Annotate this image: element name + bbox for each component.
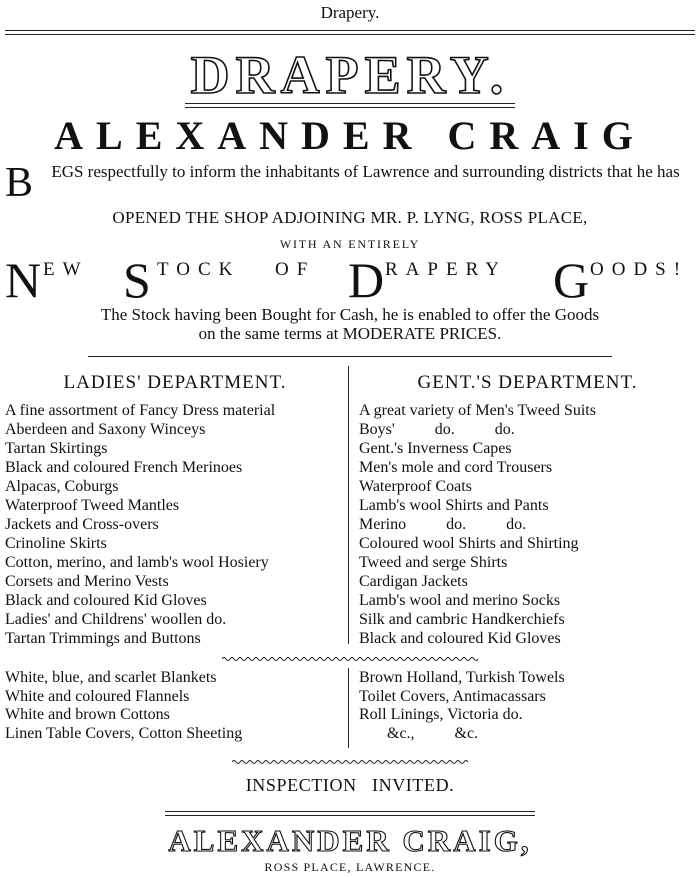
list-item: Aberdeen and Saxony Winceys [5,421,206,438]
list-item: &c., &c. [359,724,479,742]
list-item: A great variety of Men's Tweed Suits [359,402,596,419]
list-item: Brown Holland, Turkish Towels [359,669,565,686]
departments-rule [88,356,612,357]
list-item: Tartan Skirtings [5,440,108,457]
ladies-item-list [5,401,345,648]
list-item: Coloured wool Shirts and Shirting [359,535,579,552]
list-item: Ladies' and Childrens' woollen do. [5,611,227,628]
intro-drop-cap: B [5,160,34,206]
title-rule-2 [185,107,515,108]
new-stock-word-1-rest: EW [43,259,89,280]
new-stock-word-3-rest: OF [275,259,316,280]
list-item: Cardigan Jackets [359,573,468,590]
general-divider [348,668,349,748]
list-item: Waterproof Coats [359,478,472,495]
list-item: Black and coloured Kid Gloves [5,592,207,609]
general-left-list [5,669,345,743]
general-right-list [359,669,699,743]
running-head: Drapery. [320,3,380,22]
proprietor-name: ALEXANDER CRAIG [54,113,646,158]
footer-proprietor-name: ALEXANDER CRAIG, [168,823,532,858]
list-item: Black and coloured Kid Gloves [359,630,561,647]
wavy-divider-2 [232,759,468,765]
list-item: Roll Linings, Victoria do. [359,706,523,723]
list-item: White and brown Cottons [5,706,170,723]
new-stock-word-2-cap: S [123,252,151,308]
intro-text: EGS respectfully to inform the inhabitants of Lawrence and surrounding districts that he has [51,162,680,181]
advert-title: DRAPERY. [190,45,510,105]
title-rule-1 [185,103,515,104]
footer-address: ROSS PLACE, LAWRENCE. [264,860,436,874]
ladies-department-heading: LADIES' DEPARTMENT. [63,372,287,393]
footer-rule-2 [165,815,535,816]
gents-department-heading: GENT.'S DEPARTMENT. [417,372,638,393]
header-rule-top [5,30,695,31]
with-line: WITH AN ENTIRELY [279,237,421,251]
list-item: Silk and cambric Handkerchiefs [359,611,565,628]
list-item: Cotton, merino, and lamb's wool Hosiery [5,554,269,571]
list-item: White, blue, and scarlet Blankets [5,669,217,686]
gents-item-list [359,401,699,648]
list-item: Toilet Covers, Antimacassars [359,687,546,705]
department-divider [348,366,349,644]
list-item: Boys' do. do. [359,421,515,438]
new-stock-word-4-cap: D [348,252,385,308]
list-item: Corsets and Merino Vests [5,573,169,590]
new-stock-banner [5,252,695,308]
list-item: Gent.'s Inverness Capes [359,440,512,457]
list-item: Lamb's wool and merino Socks [359,592,561,609]
list-item: Crinoline Skirts [5,535,107,552]
list-item: A fine assortment of Fancy Dress material [5,402,276,419]
inspection-invited: INSPECTION INVITED. [245,775,455,795]
list-item: Merino do. do. [359,516,527,533]
stock-paragraph [0,305,700,343]
intro-paragraph [5,160,695,206]
list-item: Black and coloured French Merinoes [5,459,243,476]
header-rule-bottom [5,34,695,35]
opened-line: OPENED THE SHOP ADJOINING MR. P. LYNG, ROSS PLACE, [112,208,588,227]
list-item: Jackets and Cross-overs [5,516,159,533]
stock-paragraph-line-1: The Stock having been Bought for Cash, he is enabled to offer the Goods [100,305,600,324]
new-stock-word-5-rest: OODS! [590,259,689,280]
list-item: White and coloured Flannels [5,687,190,705]
new-stock-word-1-cap: N [5,252,42,308]
list-item: Waterproof Tweed Mantles [5,497,180,514]
list-item: Tweed and serge Shirts [359,554,508,571]
list-item: Men's mole and cord Trousers [359,459,553,476]
footer-rule-1 [165,811,535,812]
new-stock-word-4-rest: RAPERY [385,259,507,280]
list-item: Linen Table Covers, Cotton Sheeting [5,724,243,742]
list-item: Tartan Trimmings and Buttons [5,630,201,647]
new-stock-word-2-rest: TOCK [157,259,241,280]
wavy-divider-1 [222,656,478,662]
new-stock-word-5-cap: G [553,252,590,308]
stock-paragraph-line-2: on the same terms at MODERATE PRICES. [198,324,502,343]
list-item: Alpacas, Coburgs [5,478,119,495]
list-item: Lamb's wool Shirts and Pants [359,497,549,514]
